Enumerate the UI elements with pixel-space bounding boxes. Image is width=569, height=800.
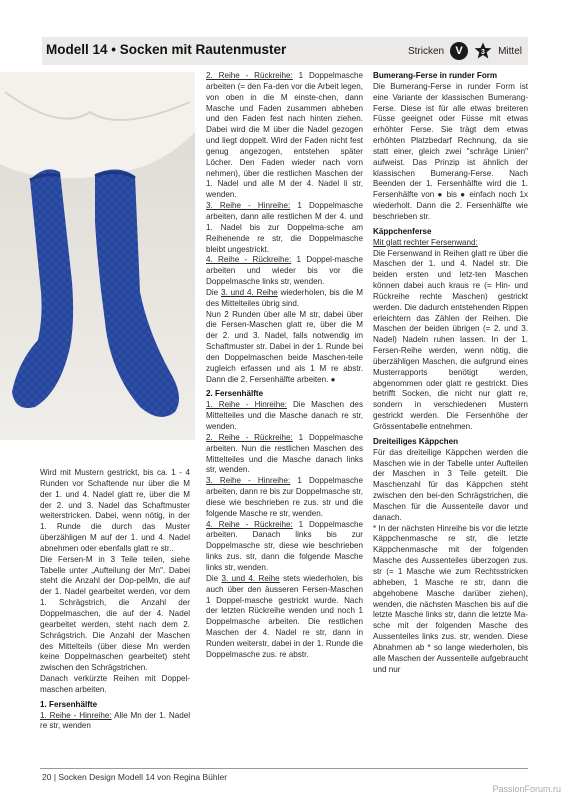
svg-text:3: 3: [481, 49, 486, 56]
row-text: 1 Doppelmasche arbeiten. Nun die restlichen Maschen des Mittelteiles und die Masche danach links str, wenden.: [206, 432, 363, 475]
intro-paragraph: Wird mit Mustern gestrickt, bis ca. 1 - 4 Runden vor Schaftende nur über die M der 1. und 4. Nadel glatt re, über die M der 2. und 3. Nadel das Schaftmuster weiterstricken. Dabei, wenn nötig, in der 1. Runde die durch das Muster überzähligen M auf der 1. und 4. Nadel abnehmen oder ebenfalls glatt re str..: [40, 468, 190, 553]
rounds-paragraph: Nun 2 Runden über alle M str, dabei über die Fersen-Maschen glatt re, über die M der 2. und 3. Nadel, falls notwendig im Schaftmuster str. Dabei in der 1. Runde bei den Doppelmaschen beide Maschen-teile zugleich erfassen und als 1 M re abstr. Dann die 2. Fersenhälfte arbeiten. ●: [206, 309, 363, 384]
row-label: 3. und 4. Reihe: [221, 573, 280, 583]
decrease-paragraph: * In der nächsten Hinreihe bis vor die letzte Käppchenmasche re str, die letzte Käppchenmasche mit der folgenden Masche des Aussenteiles überzogen zus. str (= 1 Masche wie zum Rechtsstricken abheben, 1 Masche re str, dann die abgehobene Masche darüber ziehen), wenden, die nächsten Maschen bis auf die letzte Masche links str, dann die letzte Ma-sche mit der folgenden Masche des Aussenteiles links zus. str, wenden. Diese Abnahmen ab * so lange wiederholen, bis alle Maschen der Aussenteile aufgebraucht und nur: [373, 523, 528, 674]
row-label: 1. Reihe - Hinreihe:: [40, 710, 112, 720]
heel-split-paragraph: Die Fersen-M in 3 Teile teilen, siehe Tabelle unter „Aufteilung der Mn". Dabei steht die Anzahl der Dop-pelMn, die auf der 1. Nadel gearbeitet werden, vor dem 1. Schrägstrich, die Anzahl der Doppelmaschen, die auf der 4. Nadel gearbeitet werden, steht nach dem 2. Schrägstrich. Die Anzahl der Maschen des Mittelteils (über diese Mn werden keine Doppelmaschen gearbeitet) steht zwischen den Schrägstrichen.: [40, 554, 190, 673]
row-text: 1 Doppelmasche arbeiten (= den Fa-den vor die Arbeit legen, von oben in die M einste-chen, dann Masche und Faden zusammen abheben und den Faden fest nach hinten ziehen. Dabei wird die M über die Nadel gezogen und liegt doppelt. Wird der Faden nicht fest genug angezogen, entstehen später Löcher. Den Faden wieder nach vorn nehmen), über die restlichen Maschen der 1. Nadel und alle M der 4. Nadel li str, wenden.: [206, 71, 363, 200]
row-label: 4. Reihe - Rückreihe:: [206, 519, 293, 529]
page-header: [42, 37, 528, 65]
section-heading-cap-heel: Käppchenferse: [373, 226, 432, 236]
row-label: 3. Reihe - Hinreihe:: [206, 201, 291, 211]
difficulty-star-icon: [474, 42, 492, 60]
row-instruction: [206, 400, 363, 433]
row-text: 1 Doppelmasche arbeiten, dann alle restlichen M der 4. und 1. Nadel bis zur Doppelma-sche am Reihenende re str, die Doppelmasche bleibt ungestrickt.: [206, 201, 363, 254]
footer-divider: [40, 768, 528, 769]
page-title: Modell 14 • Socken mit Rautenmuster: [46, 42, 287, 57]
column-right: [373, 71, 528, 675]
short-rows-paragraph: Danach verkürzte Reihen mit Doppel-maschen arbeiten.: [40, 674, 190, 694]
heel-flap-paragraph: Die Fersenwand in Reihen glatt re über die Maschen der 1. und 4. Nadel str. Die beiden ersten und letz-ten Maschen können dabei auch kraus re (= Hin- und Rückreihe rechte Maschen) gestrickt werden. Die dadurch entstehenden Rippen erleichtern das Zählen der Reihen. Die Maschen der beiden übrigen (= 2. und 3. Nadel) Nadeln ruhen lassen. In der 1. Fersen-Reihe werden, wenn nötig, die überzähligen Maschen, die aufgrund eines Musterrapports benötigt werden, abgenommen oder glatt re gestrickt. Dies betrifft Socken, die nicht nur glatt re, sondern in verschiedenen Mustern gestrickt werden. Die Fersenhöhe der Grössentabelle entnehmen.: [373, 248, 528, 431]
section-heading-three-part-cap: Dreiteiliges Käppchen: [373, 436, 459, 446]
row-text: Alle Mn der 1. Nadel re str, wenden: [40, 710, 190, 731]
difficulty-label: Mittel: [498, 45, 522, 57]
row-instruction: [206, 201, 363, 255]
row-instruction: [206, 476, 363, 519]
knitting-logo-icon: V: [450, 42, 468, 60]
three-part-cap-paragraph: Für das dreiteilige Käppchen werden die Maschen wie in der Tabelle unter Aufteilen der Maschen in 3 Teile geteilt. Die Maschenzahl für das Käppchen steht zwischen den bei-den Schrägstrichen, die Maschen für die Aussenteile davor und danach.: [373, 447, 528, 522]
technique-label: Stricken: [407, 45, 445, 57]
row-text: Die Maschen des Mittelteiles und die Masche danach re str, wenden.: [206, 400, 363, 431]
row-label: 4. Reihe - Rückreihe:: [206, 255, 292, 265]
row-instruction: [206, 520, 363, 574]
row-instruction: [206, 433, 363, 476]
section-heading-second-heel-half: 2. Fersenhälfte: [206, 389, 264, 399]
row-label: 1. Reihe - Hinreihe:: [206, 400, 287, 410]
header-meta: [408, 42, 522, 60]
section-heading-boomerang-heel: Bumerang-Ferse in runder Form: [373, 71, 498, 80]
sock-photo: [0, 72, 195, 440]
row-text: 1 Doppelmasche arbeiten, dann re bis zur Doppelmasche str, diese wie beschrieben re zus. str und die folgende Masche re str, wenden.: [206, 476, 363, 518]
row-instruction: [206, 71, 363, 201]
column-left: [40, 468, 190, 732]
section-heading-first-heel-half: 1. Fersenhälfte: [40, 699, 98, 709]
subheading-heel-flap: Mit glatt rechter Fersenwand:: [373, 237, 478, 247]
row-label: 3. Reihe - Hinreihe:: [206, 476, 291, 486]
row-instruction: [206, 255, 363, 288]
page-footer: 20 | Socken Design Modell 14 von Regina Bühler: [42, 772, 228, 782]
watermark: PassionForum.ru: [492, 784, 561, 794]
row-label: 2. Reihe - Rückreihe:: [206, 71, 293, 80]
boomerang-paragraph: Die Bumerang-Ferse in runder Form ist eine Variante der klassischen Bumerang-Ferse. Diese ist für alle etwas breiteren Füsse geeignet oder Füsse mit etwas erhöhter Ferse. Sie trägt dem etwas erhöhten Platzbedarf Rechnung, da sie statt einer, gleich zwei "schräge Linien" aufweist. Das Prinzip ist ähnlich der klassischen Bumerang-Ferse. Nach Beenden der 1. Fersenhälfte wird die 1. Fersenhälfte von ● bis ● einfach noch 1x wiederholt. Dann die 2. Fersenhälfte wie beschrieben str.: [373, 81, 528, 221]
repeat-instruction: Die 3. und 4. Reihe wiederholen, bis die M des Mittelteiles übrig sind.: [206, 287, 363, 308]
column-middle: [206, 71, 363, 661]
row-label: 2. Reihe - Rückreihe:: [206, 432, 293, 442]
row-label: 3. und 4. Reihe: [221, 287, 278, 297]
row-text: 1 Doppel-masche arbeiten und wieder bis vor die Doppelmasche links str, wenden.: [206, 255, 363, 287]
row-instruction: [40, 711, 190, 733]
row-text: 1 Doppelmasche arbeiten. Danach links bis zur Doppelmasche str, diese wie beschrieben links zus. str, dann die folgende Masche links str, wenden.: [206, 519, 363, 572]
repeat-instruction: Die 3. und 4. Reihe stets wiederholen, bis auch über den äusseren Fersen-Maschen 1 Doppel-masche gestrickt wurde. Nach der letzten Rückreihe wenden und noch 1 Doppelmasche arbeiten. Die restlichen Maschen der 4. Nadel re str, dann in Runden weiterstr, dabei in der 1. Runde die Doppelmasche zus. re abstr.: [206, 573, 363, 659]
